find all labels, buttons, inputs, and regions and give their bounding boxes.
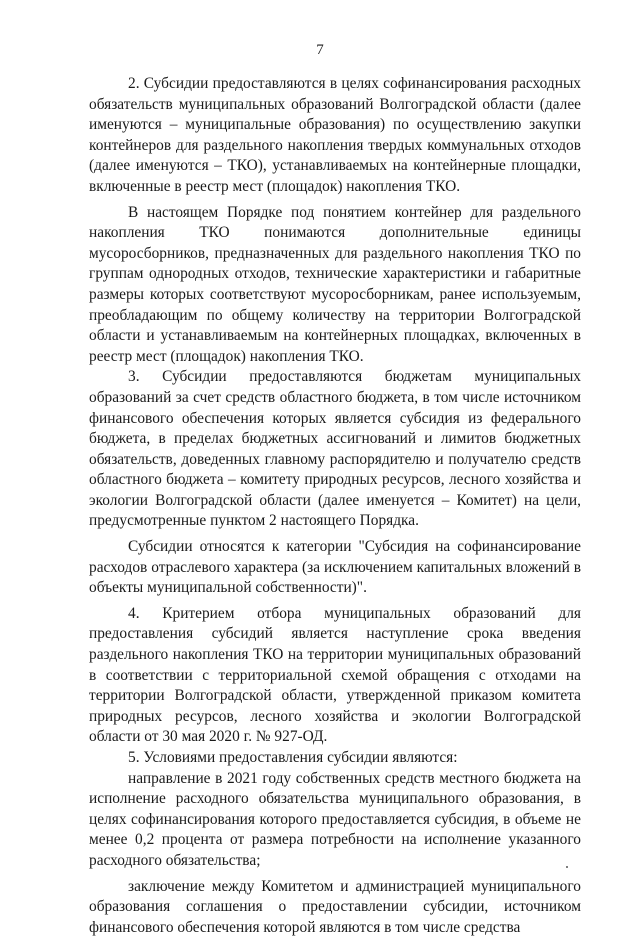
paragraph-2: 2. Субсидии предоставляются в целях софинансирования расходных обязательств муниципальных образований Волгоградской области (далее именуются – муниципальные образования) по осуществлению закупки контейнеров для раздельного накопления твердых коммунальных отходов (далее именуются – ТКО), устанавливаемых на контейнерные площадки, включенные в реестр мест (площадок) накопления ТКО. bbox=[89, 75, 581, 195]
paragraph-subsidy-category: Субсидии относятся к категории "Субсидия на софинансирование расходов отраслевого характера (за исключением капитальных вложений в объекты муниципальной собственности)". bbox=[89, 538, 581, 597]
paragraph-condition-1: направление в 2021 году собственных средств местного бюджета на исполнение расходного обязательства муниципального образования, в целях софинансирования которого предоставляется субсидия, в объеме не менее 0,2 процента от размера потребности на исполнение указанного расходного обязательства; bbox=[89, 769, 581, 869]
paragraph-condition-2: заключение между Комитетом и администрацией муниципального образования соглашения о предоставлении субсидии, источником финансового обеспечения которой являются в том числе средства bbox=[89, 877, 581, 936]
paragraph-container-definition: В настоящем Порядке под понятием контейнер для раздельного накопления ТКО понимаются дополнительные единицы мусоросборников, предназначенных для раздельного накопления ТКО по группам однородных отходов, технические характеристики и габаритные размеры которых соответствуют мусоросборникам, ранее используемым, преобладающим по общему количеству на территории Волгоградской области и устанавливаемым на контейнерных площадках, включенных в реестр мест (площадок) накопления ТКО. bbox=[89, 203, 581, 365]
paragraph-5: 5. Условиями предоставления субсидии являются: bbox=[128, 749, 458, 766]
document-body bbox=[89, 74, 581, 938]
paragraph-3: 3. Субсидии предоставляются бюджетам муниципальных образований за счет средств областного бюджета, в том числе источником финансового обеспечения которых является субсидия из федерального бюджета, в пределах бюджетных ассигнований и лимитов бюджетных обязательств, доведенных главному распорядителю и получателю средств областного бюджета – комитету природных ресурсов, лесного хозяйства и экологии Волгоградской области (далее именуется – Комитет) на цели, предусмотренные пунктом 2 настоящего Порядка. bbox=[89, 368, 581, 530]
scan-speck bbox=[566, 866, 568, 868]
paragraph-4: 4. Критерием отбора муниципальных образований для предоставления субсидий является наступление срока введения раздельного накопления ТКО на территории муниципальных образований в соответствии с территориальной схемой обращения с отходами на территории Волгоградской области, утвержденной приказом комитета природных ресурсов, лесного хозяйства и экологии Волгоградской области от 30 мая 2020 г. № 927-ОД. bbox=[89, 604, 581, 746]
page-number: 7 bbox=[316, 42, 324, 58]
